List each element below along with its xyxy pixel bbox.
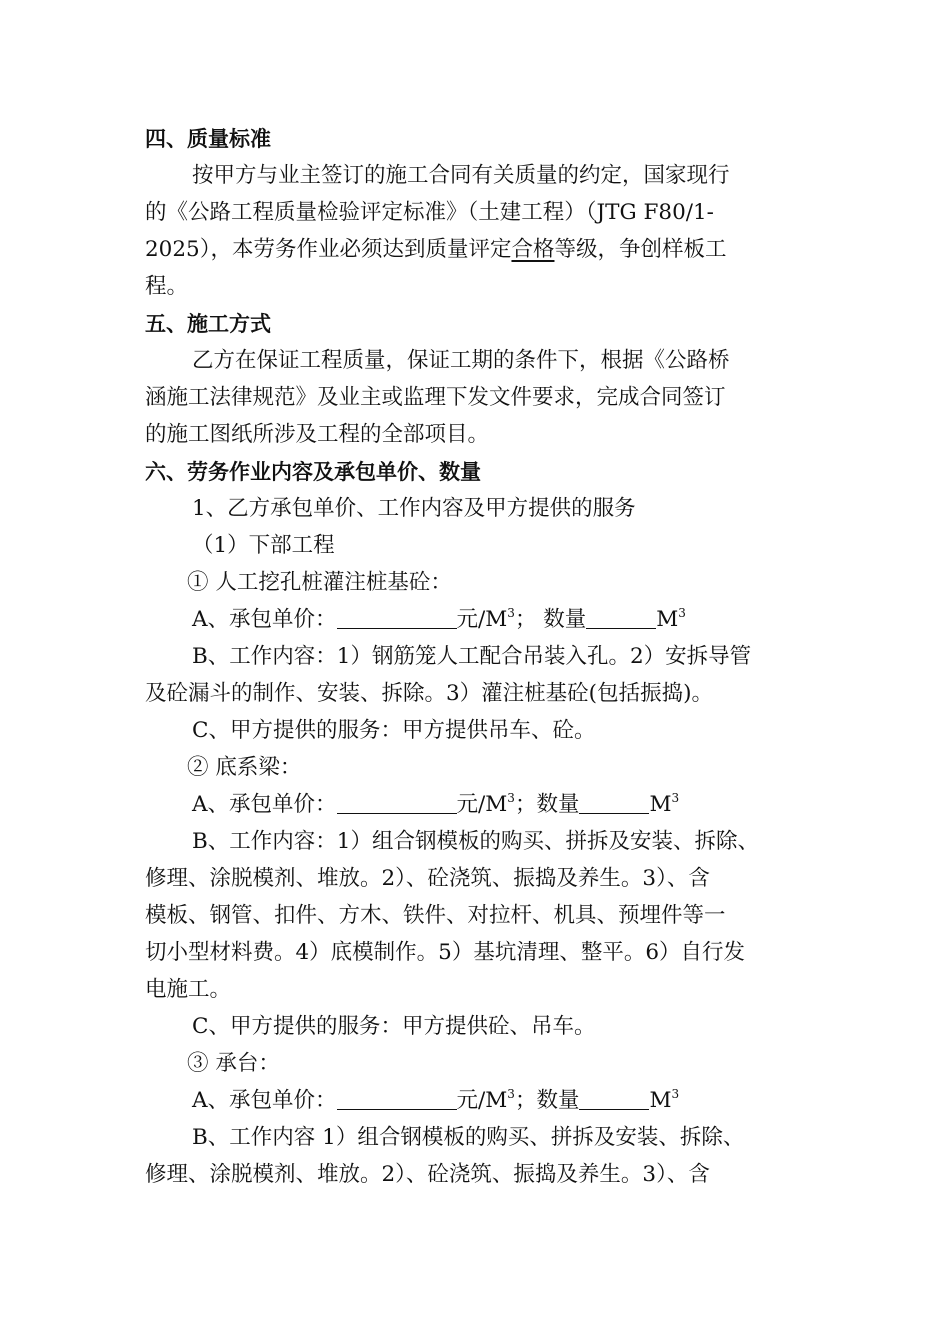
section6-heading: 六、劳务作业内容及承包单价、数量 xyxy=(145,460,481,484)
cap-price-label: A、承包单价： xyxy=(192,1088,337,1113)
section4-para-line1: 按甲方与业主签订的施工合同有关质量的约定，国家现行 xyxy=(192,163,730,188)
pile-price-blank[interactable] xyxy=(337,608,457,629)
cap-price-line xyxy=(192,1088,679,1114)
beam-title: ② 底系梁： xyxy=(187,755,302,780)
cap-title: ③ 承台： xyxy=(187,1051,280,1076)
beam-work-line1: B、工作内容：1）组合钢模板的购买、拼拆及安装、拆除、 xyxy=(192,829,759,854)
section4-para-line2: 的《公路工程质量检验评定标准》（土建工程）（JTG F80/1- xyxy=(145,200,714,225)
cap-work-line1: B、工作内容 1）组合钢模板的购买、拼拆及安装、拆除、 xyxy=(192,1125,745,1150)
section6-sub1: （1）下部工程 xyxy=(192,533,335,558)
pile-qty-blank[interactable] xyxy=(586,608,656,629)
section4-para-line4: 程。 xyxy=(145,274,189,299)
pile-service: C、甲方提供的服务：甲方提供吊车、砼。 xyxy=(192,718,596,743)
beam-qty-blank[interactable] xyxy=(579,793,649,814)
cap-price-blank[interactable] xyxy=(337,1089,457,1110)
section4-para-text: 2025），本劳务作业必须达到质量评定 xyxy=(145,237,512,262)
section4-para-text-end: 等级，争创样板工 xyxy=(554,237,727,262)
beam-service: C、甲方提供的服务：甲方提供砼、吊车。 xyxy=(192,1014,596,1039)
pile-price-line xyxy=(192,607,686,633)
beam-work-line2: 修理、涂脱模剂、堆放。2）、砼浇筑、振捣及养生。3）、含 xyxy=(145,866,710,891)
section4-para-line3 xyxy=(145,237,727,263)
beam-price-unit: 元/M xyxy=(456,792,508,817)
pile-price-label: A、承包单价： xyxy=(192,607,337,632)
beam-price-line xyxy=(192,792,679,818)
beam-price-blank[interactable] xyxy=(337,793,457,814)
pile-title: ① 人工挖孔桩灌注桩基砼： xyxy=(187,570,452,595)
section5-para-line3: 的施工图纸所涉及工程的全部项目。 xyxy=(145,422,490,447)
qualified-grade-text: 合格 xyxy=(511,237,555,262)
pile-qty-unit-sup: 3 xyxy=(678,606,686,620)
pile-price-unit-sup: 3 xyxy=(507,606,515,620)
cap-qty-label: ；数量 xyxy=(514,1088,580,1113)
beam-work-line5: 电施工。 xyxy=(145,977,232,1002)
cap-price-unit-sup: 3 xyxy=(507,1087,515,1101)
beam-qty-unit-sup: 3 xyxy=(671,791,680,805)
section5-para-line2: 涵施工法律规范》及业主或监理下发文件要求，完成合同签订 xyxy=(145,385,726,410)
beam-qty-label: ；数量 xyxy=(514,792,580,817)
beam-work-line3: 模板、钢管、扣件、方木、铁件、对拉杆、机具、预埋件等一 xyxy=(145,903,726,928)
cap-qty-unit-sup: 3 xyxy=(671,1087,680,1101)
pile-price-unit: 元/M xyxy=(456,607,508,632)
cap-qty-unit: M xyxy=(649,1088,672,1113)
beam-price-unit-sup: 3 xyxy=(507,791,515,805)
section4-heading: 四、质量标准 xyxy=(145,127,271,151)
section5-heading: 五、施工方式 xyxy=(145,312,271,336)
beam-price-label: A、承包单价： xyxy=(192,792,337,817)
cap-qty-blank[interactable] xyxy=(579,1089,649,1110)
beam-qty-unit: M xyxy=(649,792,672,817)
beam-work-line4: 切小型材料费。4）底模制作。5）基坑清理、整平。6）自行发 xyxy=(145,940,746,965)
pile-work-line2: 及砼漏斗的制作、安装、拆除。3）灌注桩基砼(包括振捣)。 xyxy=(145,681,713,706)
pile-qty-unit: M xyxy=(656,607,679,632)
section6-item1: 1、乙方承包单价、工作内容及甲方提供的服务 xyxy=(192,496,636,521)
pile-qty-label: ； 数量 xyxy=(514,607,587,632)
cap-price-unit: 元/M xyxy=(456,1088,508,1113)
section5-para-line1: 乙方在保证工程质量，保证工期的条件下，根据《公路桥 xyxy=(192,348,730,373)
pile-work-line1: B、工作内容：1）钢筋笼人工配合吊装入孔。2）安拆导管 xyxy=(192,644,752,669)
cap-work-line2: 修理、涂脱模剂、堆放。2）、砼浇筑、振捣及养生。3）、含 xyxy=(145,1162,710,1187)
